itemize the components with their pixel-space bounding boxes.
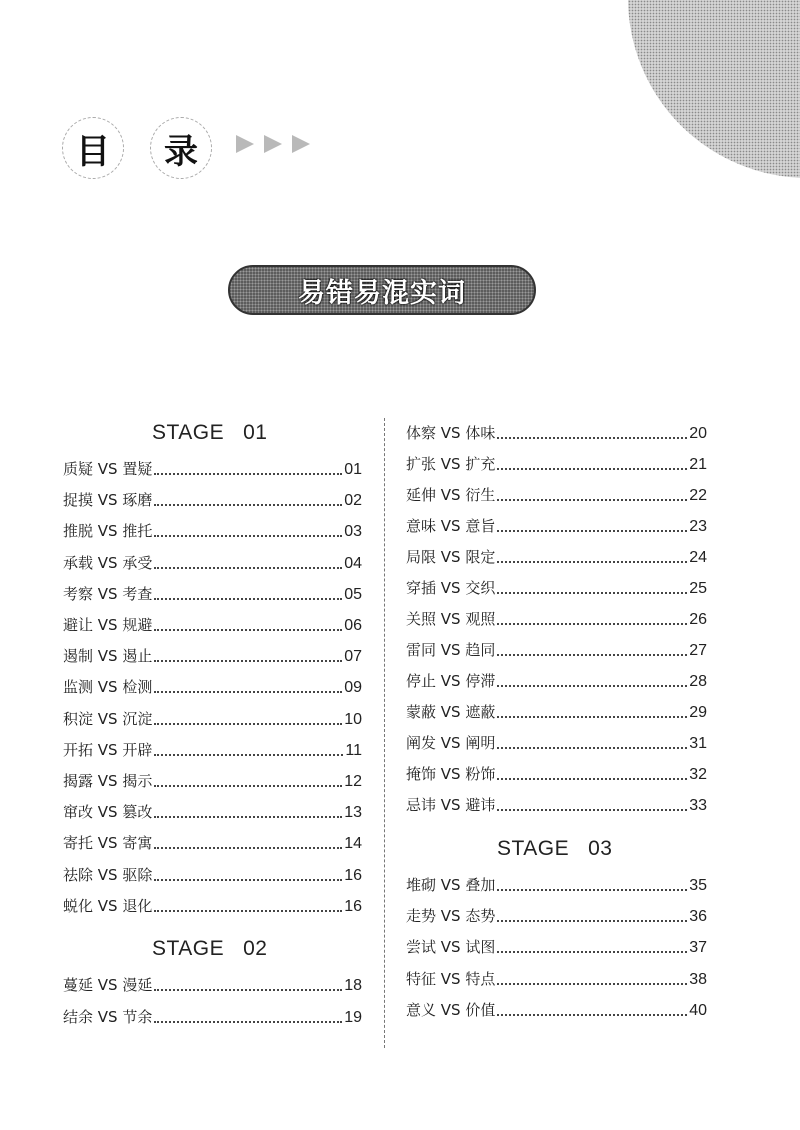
toc-entry[interactable] xyxy=(63,673,362,697)
toc-entry[interactable] xyxy=(63,642,362,666)
toc-heading-char-2: 录 xyxy=(150,117,212,179)
dot-leader xyxy=(497,983,687,985)
toc-entry[interactable] xyxy=(63,1003,362,1027)
dot-leader xyxy=(154,754,343,756)
toc-entry[interactable] xyxy=(406,543,707,567)
dot-leader xyxy=(497,951,687,953)
dot-leader xyxy=(154,816,342,818)
toc-entry-title: 局限 VS 限定 xyxy=(406,548,496,566)
toc-entry-page-number: 20 xyxy=(689,425,707,442)
dot-leader xyxy=(154,504,342,506)
toc-entry-page-number: 29 xyxy=(689,704,707,721)
toc-entry-title: 堆砌 VS 叠加 xyxy=(406,876,496,894)
toc-entry-page-number: 31 xyxy=(689,735,707,752)
toc-entry-title: 积淀 VS 沉淀 xyxy=(63,709,153,728)
toc-entry-title: 寄托 VS 寄寓 xyxy=(63,834,153,853)
dot-leader xyxy=(497,889,687,891)
toc-entry[interactable] xyxy=(406,902,707,926)
toc-entry-title: 延伸 VS 衍生 xyxy=(406,486,496,504)
dot-leader xyxy=(154,989,342,991)
toc-entry[interactable] xyxy=(63,892,362,916)
toc-entry-title: 掩饰 VS 粉饰 xyxy=(406,765,496,783)
toc-entry-page-number: 16 xyxy=(344,897,362,915)
toc-entry[interactable] xyxy=(63,549,362,573)
toc-entry[interactable] xyxy=(406,512,707,536)
toc-entry-page-number: 01 xyxy=(344,461,362,478)
toc-entry[interactable] xyxy=(406,574,707,598)
dot-leader xyxy=(497,499,687,501)
toc-entry-title: 停止 VS 停滞 xyxy=(406,672,496,690)
toc-entry-page-number: 07 xyxy=(344,648,362,666)
column-divider xyxy=(384,418,385,1048)
toc-entry[interactable] xyxy=(406,965,707,989)
toc-entry-page-number: 19 xyxy=(344,1009,362,1026)
dot-leader xyxy=(497,778,687,780)
dot-leader xyxy=(154,598,342,600)
toc-entry[interactable] xyxy=(63,736,362,760)
dot-leader xyxy=(497,920,687,922)
arrow-icon xyxy=(292,135,310,153)
toc-entry-title: 特征 VS 特点 xyxy=(406,969,496,988)
toc-entry[interactable] xyxy=(63,798,362,822)
toc-entry[interactable] xyxy=(63,486,362,510)
toc-entry-page-number: 13 xyxy=(344,804,362,822)
toc-entry-title: 意义 VS 价值 xyxy=(406,1000,496,1019)
toc-entry-title: 走势 VS 态势 xyxy=(406,907,496,926)
toc-entry-title: 推脱 VS 推托 xyxy=(63,522,153,541)
toc-entry[interactable] xyxy=(63,705,362,729)
dot-leader xyxy=(497,623,687,625)
dot-leader xyxy=(497,561,687,563)
toc-entry[interactable] xyxy=(63,829,362,853)
dot-leader xyxy=(497,592,687,594)
toc-entry-page-number: 36 xyxy=(689,908,707,926)
toc-entry[interactable] xyxy=(406,729,707,753)
toc-entry[interactable] xyxy=(63,455,362,479)
toc-entry-page-number: 11 xyxy=(345,741,362,759)
toc-entry-page-number: 03 xyxy=(344,523,362,541)
decorative-dotted-corner xyxy=(628,0,800,178)
toc-entry[interactable] xyxy=(406,791,707,815)
dot-leader xyxy=(154,535,342,537)
toc-entry-page-number: 38 xyxy=(689,970,707,988)
toc-entry-page-number: 09 xyxy=(344,679,362,697)
toc-entry-title: 穿插 VS 交织 xyxy=(406,579,496,597)
dot-leader xyxy=(154,785,342,787)
dot-leader xyxy=(497,530,687,532)
toc-entry-page-number: 25 xyxy=(689,580,707,597)
toc-entry-title: 雷同 VS 趋同 xyxy=(406,641,496,659)
toc-entry-title: 遏制 VS 遏止 xyxy=(63,647,153,666)
toc-entry[interactable] xyxy=(406,636,707,660)
toc-entry[interactable] xyxy=(406,933,707,957)
toc-entry-title: 扩张 VS 扩充 xyxy=(406,455,496,473)
toc-entry-title: 避让 VS 规避 xyxy=(63,616,153,634)
toc-entry-page-number: 02 xyxy=(344,492,362,510)
toc-entry[interactable] xyxy=(63,971,362,995)
stage-heading-01: STAGE 01 xyxy=(152,421,268,444)
toc-entry[interactable] xyxy=(63,580,362,604)
toc-entry-page-number: 14 xyxy=(344,835,362,853)
dot-leader xyxy=(154,691,342,693)
section-title-banner: 易错易混实词 xyxy=(228,265,536,315)
dot-leader xyxy=(154,723,342,725)
toc-entry-title: 揭露 VS 揭示 xyxy=(63,772,153,790)
dot-leader xyxy=(154,847,342,849)
toc-entry-page-number: 04 xyxy=(344,554,362,572)
toc-entry[interactable] xyxy=(406,760,707,784)
dot-leader xyxy=(154,910,342,912)
dot-leader xyxy=(154,879,342,881)
toc-entry-title: 窜改 VS 篡改 xyxy=(63,803,153,822)
toc-entry-page-number: 26 xyxy=(689,611,707,628)
toc-entry-page-number: 32 xyxy=(689,766,707,783)
toc-entry[interactable] xyxy=(63,611,362,635)
toc-entry[interactable] xyxy=(63,517,362,541)
toc-entry[interactable] xyxy=(406,419,707,443)
toc-entry-page-number: 12 xyxy=(344,773,362,790)
stage-heading-02: STAGE 02 xyxy=(152,937,268,960)
stage-heading-03: STAGE 03 xyxy=(497,837,613,860)
dot-leader xyxy=(497,685,687,687)
toc-entry-title: 监测 VS 检测 xyxy=(63,678,153,697)
toc-entry-page-number: 18 xyxy=(344,977,362,994)
toc-entry-page-number: 37 xyxy=(689,939,707,957)
toc-entry[interactable] xyxy=(63,767,362,791)
dot-leader xyxy=(497,716,687,718)
toc-entry-title: 忌讳 VS 避讳 xyxy=(406,796,496,814)
toc-heading-char-1: 目 xyxy=(62,117,124,179)
toc-entry[interactable] xyxy=(406,667,707,691)
toc-entry-title: 意味 VS 意旨 xyxy=(406,517,496,535)
toc-entry-page-number: 16 xyxy=(344,866,362,884)
dot-leader xyxy=(497,654,687,656)
toc-entry-page-number: 10 xyxy=(344,710,362,728)
toc-entry-page-number: 05 xyxy=(344,585,362,603)
toc-entry-title: 考察 VS 考查 xyxy=(63,584,153,603)
dot-leader xyxy=(154,660,342,662)
toc-entry-title: 体察 VS 体味 xyxy=(406,424,496,442)
toc-entry[interactable] xyxy=(406,450,707,474)
dot-leader xyxy=(497,809,687,811)
toc-entry-page-number: 23 xyxy=(689,518,707,535)
toc-entry-title: 尝试 VS 试图 xyxy=(406,938,496,957)
toc-entry-title: 关照 VS 观照 xyxy=(406,610,496,628)
decorative-arrows xyxy=(236,135,310,153)
dot-leader xyxy=(154,567,342,569)
toc-entry-page-number: 27 xyxy=(689,642,707,659)
dot-leader xyxy=(497,468,687,470)
toc-entry-title: 祛除 VS 驱除 xyxy=(63,865,153,884)
toc-entry-page-number: 22 xyxy=(689,487,707,504)
toc-entry-title: 阐发 VS 阐明 xyxy=(406,734,496,752)
arrow-icon xyxy=(236,135,254,153)
arrow-icon xyxy=(264,135,282,153)
toc-entry[interactable] xyxy=(406,996,707,1020)
toc-entry-title: 结余 VS 节余 xyxy=(63,1008,153,1026)
toc-entry-title: 蒙蔽 VS 遮蔽 xyxy=(406,703,496,721)
toc-entry-title: 承载 VS 承受 xyxy=(63,553,153,572)
toc-entry[interactable] xyxy=(406,605,707,629)
dot-leader xyxy=(154,629,342,631)
toc-entry-page-number: 35 xyxy=(689,877,707,894)
toc-entry-page-number: 33 xyxy=(689,797,707,814)
toc-entry-title: 捉摸 VS 琢磨 xyxy=(63,491,153,510)
toc-entry[interactable] xyxy=(63,861,362,885)
toc-entry-title: 质疑 VS 置疑 xyxy=(63,460,153,478)
dot-leader xyxy=(154,1021,342,1023)
dot-leader xyxy=(154,473,342,475)
toc-entry[interactable] xyxy=(406,698,707,722)
toc-entry-title: 蔓延 VS 漫延 xyxy=(63,976,153,994)
toc-entry-page-number: 24 xyxy=(689,549,707,566)
dot-leader xyxy=(497,437,687,439)
toc-entry-page-number: 40 xyxy=(689,1001,707,1019)
toc-entry-page-number: 06 xyxy=(344,617,362,634)
toc-entry[interactable] xyxy=(406,481,707,505)
dot-leader xyxy=(497,1014,687,1016)
toc-entry-page-number: 21 xyxy=(689,456,707,473)
dot-leader xyxy=(497,747,687,749)
toc-entry-title: 开拓 VS 开辟 xyxy=(63,740,153,759)
toc-entry-page-number: 28 xyxy=(689,673,707,690)
toc-entry-title: 蜕化 VS 退化 xyxy=(63,896,153,915)
toc-entry[interactable] xyxy=(406,871,707,895)
